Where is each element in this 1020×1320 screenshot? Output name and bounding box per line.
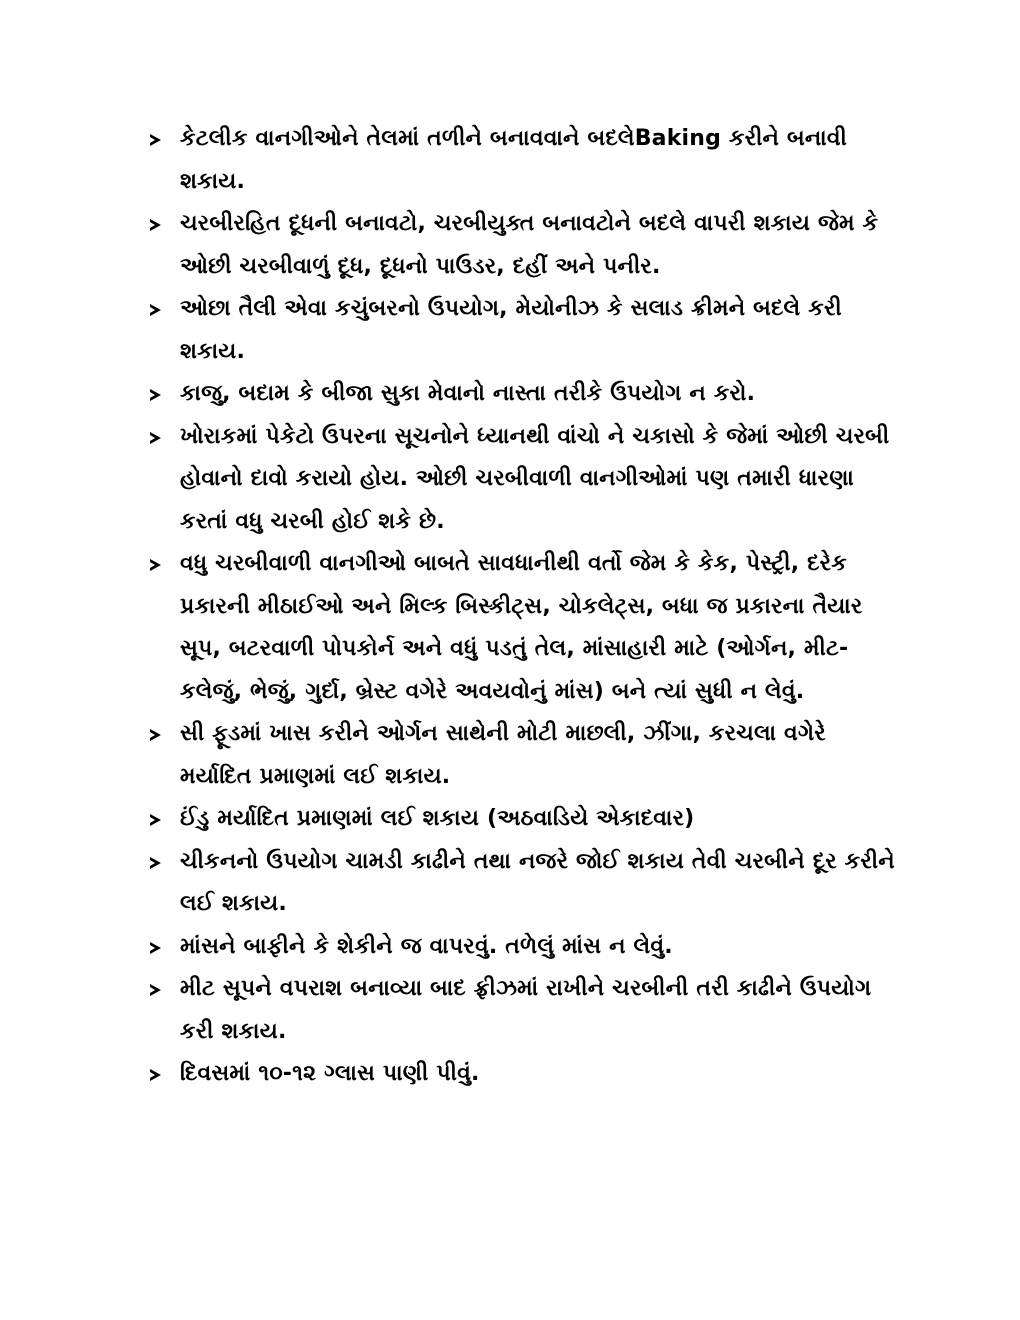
arrowhead-bullet-icon	[150, 389, 161, 401]
list-item-text: ચરબીરહિત દૂધની બનાવટો, ચરબીયુક્ત બનાવટોને બદલે વાપરી શકાય જેમ કે ઓછી ચરબીવાળું દૂધ, દૂધનો પાઉડર, દહીં અને પનીર.	[180, 211, 879, 279]
document-page	[148, 118, 898, 1096]
list-item	[148, 543, 898, 713]
list-item-text: મીટ સૂપને વપરાશ બનાવ્યા બાદ ફ્રીઝમાં રાખીને ચરબીની તરી કાઢીને ઉપયોગ કરી શકાય.	[180, 976, 872, 1044]
list-item	[148, 373, 898, 416]
arrowhead-bullet-icon	[150, 942, 161, 954]
arrowhead-bullet-icon	[150, 559, 161, 571]
arrowhead-bullet-icon	[150, 729, 161, 741]
list-item	[148, 203, 898, 288]
bullet-list	[148, 118, 898, 1096]
arrowhead-bullet-icon	[150, 219, 161, 231]
list-item-text: ઈંડુ મર્યાદિત પ્રમાણમાં લઈ શકાય (અઠવાડિયે એકાદવાર)	[180, 806, 695, 831]
list-item-text: કેટલીક વાનગીઓને તેલમાં તળીને બનાવવાને બદલેBaking કરીને બનાવી શકાય.	[180, 126, 848, 194]
list-item	[148, 926, 898, 969]
list-item-text: કાજુ, બદામ કે બીજા સુકા મેવાનો નાસ્તા તરીકે ઉપયોગ ન કરો.	[180, 381, 756, 406]
list-item	[148, 968, 898, 1053]
arrowhead-bullet-icon	[150, 814, 161, 826]
arrowhead-bullet-icon	[150, 984, 161, 996]
arrowhead-bullet-icon	[150, 432, 161, 444]
list-item	[148, 416, 898, 544]
arrowhead-bullet-icon	[150, 857, 161, 869]
list-item	[148, 288, 898, 373]
arrowhead-bullet-icon	[150, 134, 161, 146]
list-item	[148, 713, 898, 798]
list-item-text: સી ફૂડમાં ખાસ કરીને ઓર્ગન સાથેની મોટી માછલી, ઝીંગા, કરચલા વગેરે મર્યાદિત પ્રમાણમાં લઈ શકાય.	[180, 721, 826, 789]
list-item	[148, 118, 898, 203]
list-item-text: દિવસમાં ૧૦-૧૨ ગ્લાસ પાણી પીવું.	[180, 1061, 480, 1086]
list-item	[148, 841, 898, 926]
list-item-text: ચીકનનો ઉપયોગ ચામડી કાઢીને તથા નજરે જોઈ શકાય તેવી ચરબીને દૂર કરીને લઈ શકાય.	[180, 848, 895, 916]
list-item-text: ઓછા તૈલી એવા કચુંબરનો ઉપયોગ, મેયોનીઝ કે સલાડ ક્રીમને બદલે કરી શકાય.	[180, 296, 842, 364]
list-item-text: વધુ ચરબીવાળી વાનગીઓ બાબતે સાવધાનીથી વર્તો જેમ કે કેક, પેસ્ટ્રી, દરેક પ્રકારની મીઠાઈઓ અને મિલ્ક બિસ્કીટ્સ, ચોકલેટ્સ, બધા જ પ્રકારના તૈયાર સૂપ, બટરવાળી પોપકોર્ન અને વધું પડતું તેલ, માંસાહારી માટે (ઓર્ગન, મીટ-કલેજું, ભેજું, ગુર્દા, બ્રેસ્ટ વગેરે અવયવોનું માંસ) બને ત્યાં સુધી ન લેવું.	[180, 551, 863, 704]
list-item-text: માંસને બાફીને કે શેકીને જ વાપરવું. તળેલું માંસ ન લેવું.	[180, 933, 673, 959]
arrowhead-bullet-icon	[150, 304, 161, 316]
arrowhead-bullet-icon	[150, 1069, 161, 1081]
list-item	[148, 1053, 898, 1096]
list-item	[148, 798, 898, 841]
list-item-text: ખોરાકમાં પેકેટો ઉપરના સૂચનોને ધ્યાનથી વાંચો ને ચકાસો કે જેમાં ઓછી ચરબી હોવાનો દાવો કરાયો હોય. ઓછી ચરબીવાળી વાનગીઓમાં પણ તમારી ધારણા કરતાં વધુ ચરબી હોઈ શકે છે.	[180, 423, 890, 534]
